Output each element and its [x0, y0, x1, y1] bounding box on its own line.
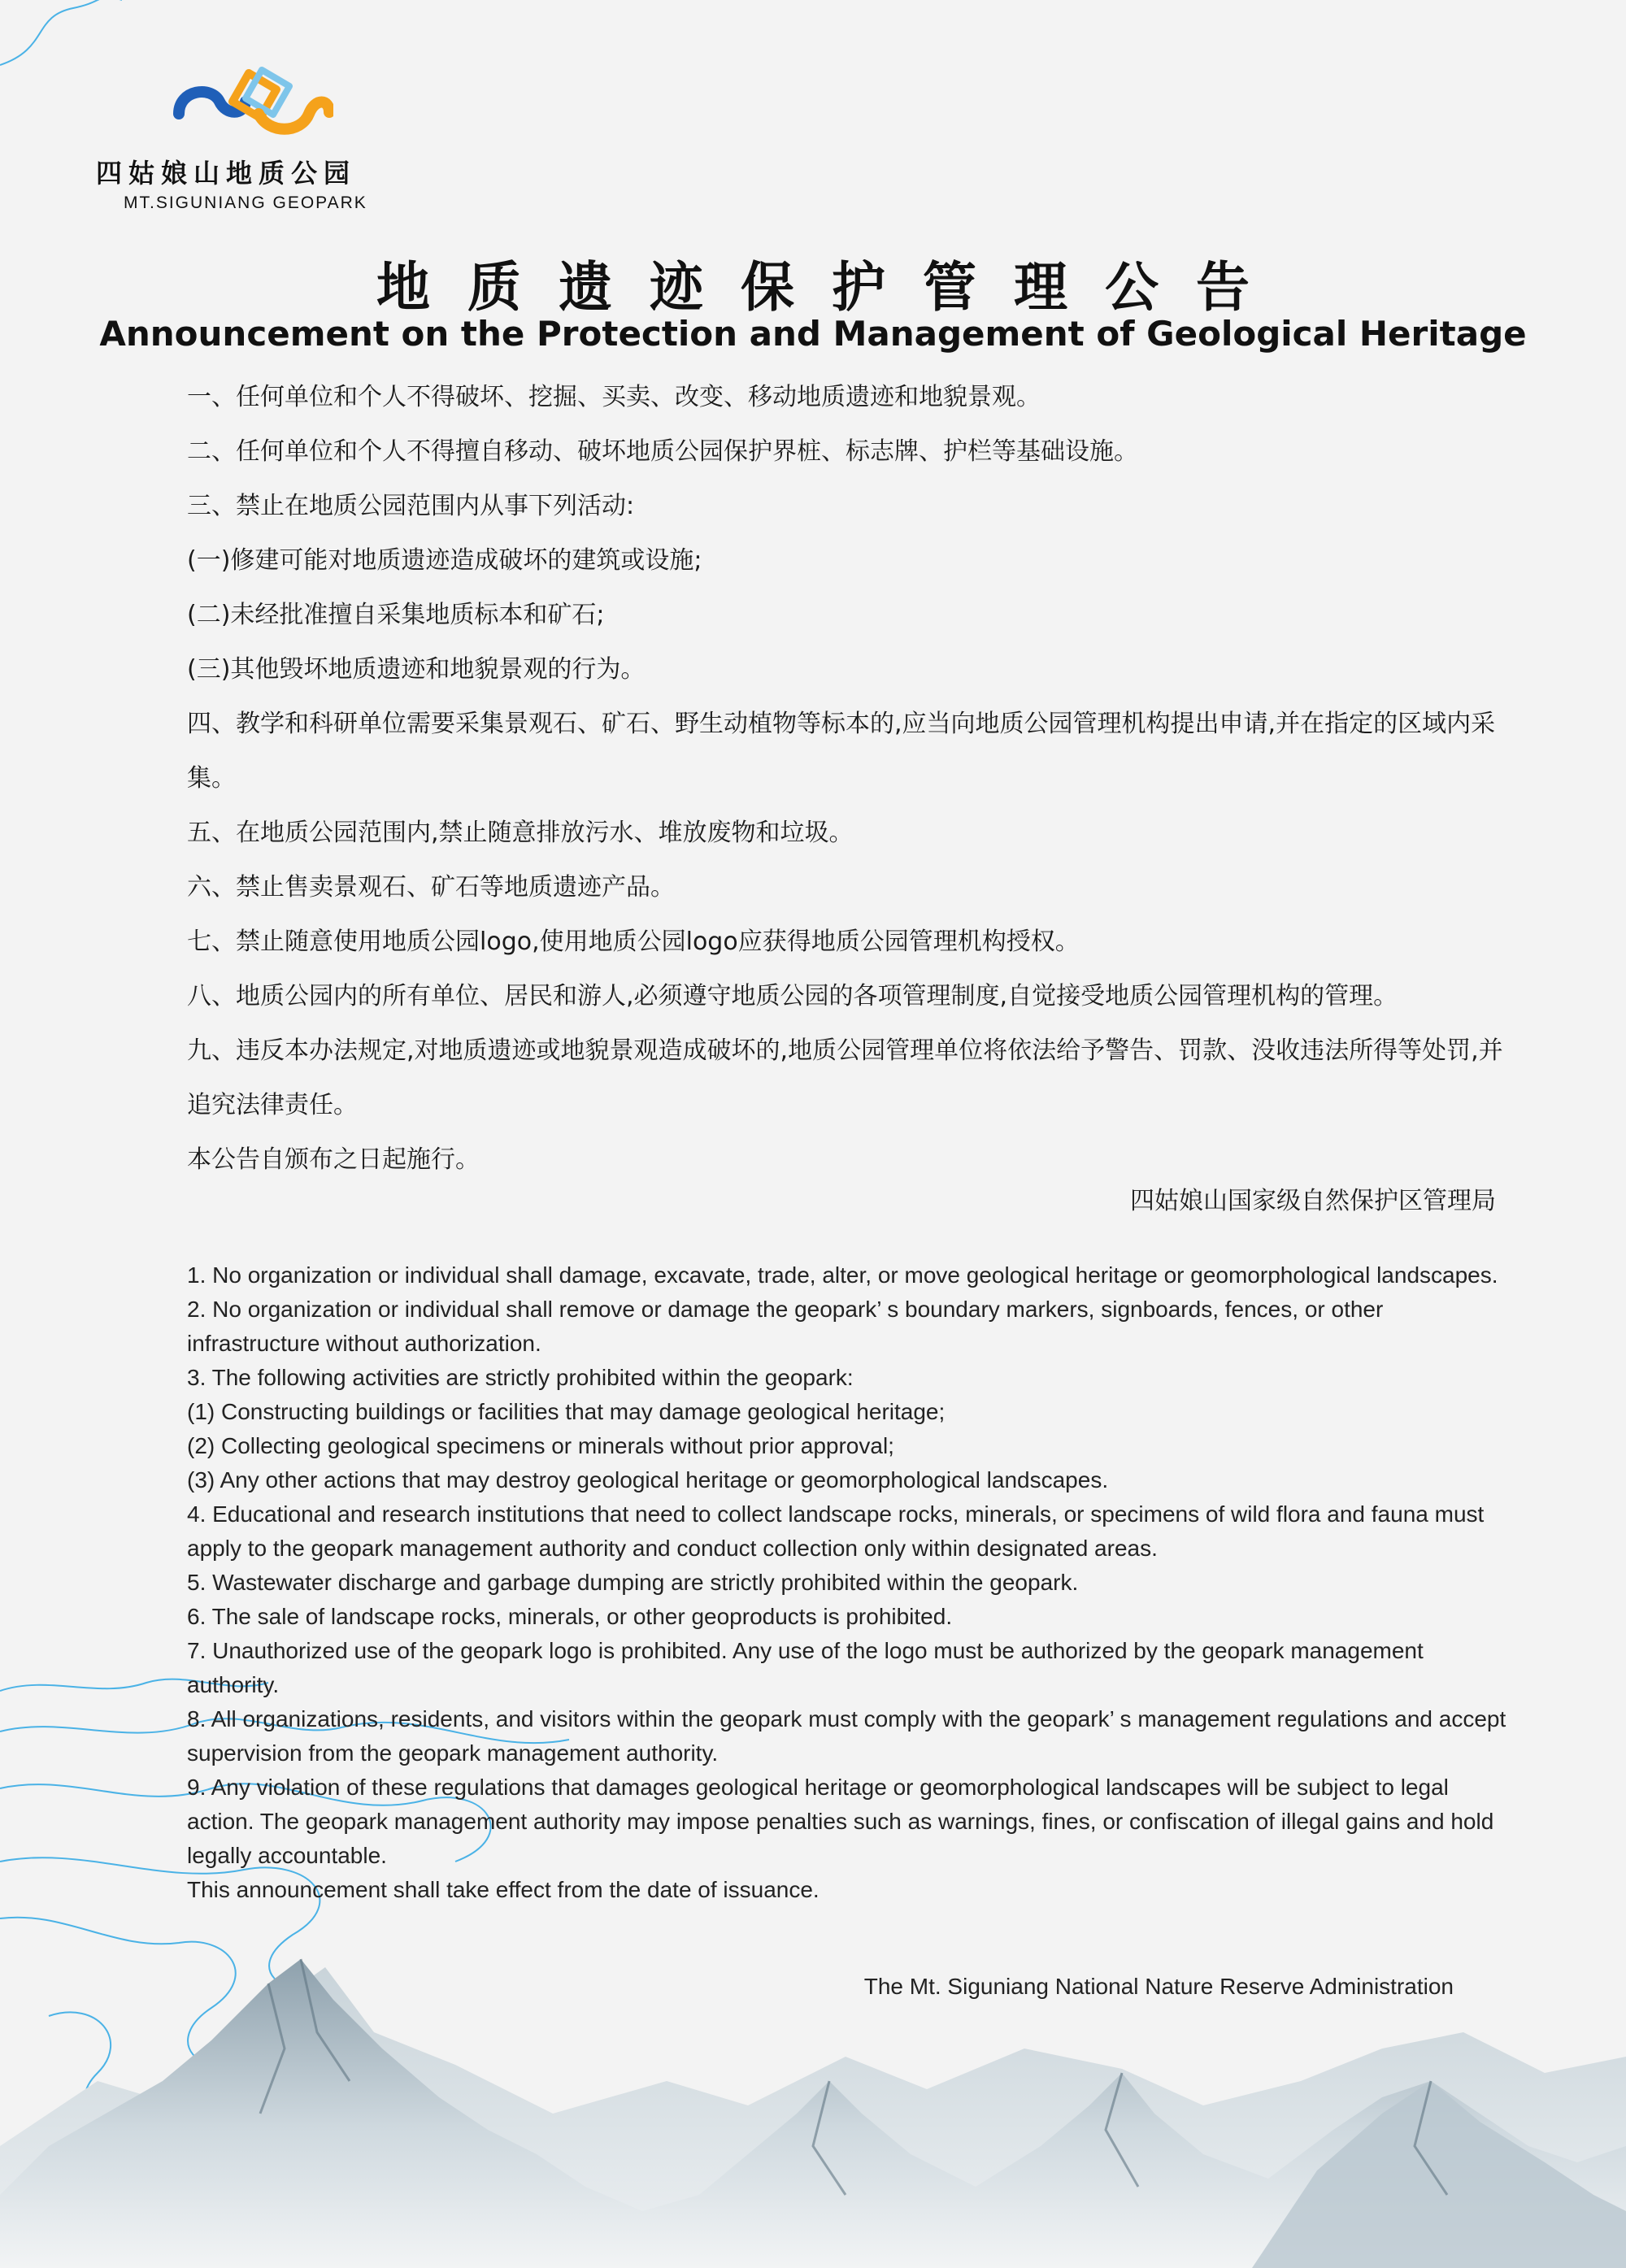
- en-item: (3) Any other actions that may destroy geological heritage or geomorphological landscapes.: [187, 1467, 1109, 1492]
- page-title-english: Announcement on the Protection and Management of Geological Heritage: [99, 314, 1527, 354]
- en-item: (1) Constructing buildings or facilities that may damage geological heritage;: [187, 1399, 946, 1424]
- cn-item: 四、教学和科研单位需要采集景观石、矿石、野生动植物等标本的,应当向地质公园管理机构提出申请,并在指定的区域内采集。: [187, 710, 1496, 793]
- cn-item: 六、禁止售卖景观石、矿石等地质遗迹产品。: [187, 873, 675, 902]
- en-item: 3. The following activities are strictly prohibited within the geopark:: [187, 1365, 854, 1390]
- en-item: 4. Educational and research institutions that need to collect landscape rocks, minerals, or specimens of wild flora and fauna must apply to the geopark management authority and conduct collection only within designated areas.: [187, 1501, 1485, 1561]
- english-announcement-body: [187, 1258, 1512, 1907]
- cn-item: 五、在地质公园范围内,禁止随意排放污水、堆放废物和垃圾。: [187, 819, 854, 847]
- cn-item: 二、任何单位和个人不得擅自移动、破坏地质公园保护界桩、标志牌、护栏等基础设施。: [187, 437, 1138, 466]
- cn-item: 一、任何单位和个人不得破坏、挖掘、买卖、改变、移动地质遗迹和地貌景观。: [187, 383, 1041, 411]
- page-title-chinese: 地质遗迹保护管理公告: [376, 256, 1287, 319]
- cn-item: 七、禁止随意使用地质公园logo,使用地质公园logo应获得地质公园管理机构授权。: [187, 928, 1080, 956]
- chinese-announcement-body: [187, 370, 1512, 1187]
- en-item: 8. All organizations, residents, and visitors within the geopark must comply with the geopark’ s management regulations and accept supervision from the geopark management authority.: [187, 1706, 1506, 1766]
- cn-item: 八、地质公园内的所有单位、居民和游人,必须遵守地质公园的各项管理制度,自觉接受地质公园管理机构的管理。: [187, 982, 1398, 1010]
- cn-item: 本公告自颁布之日起施行。: [187, 1145, 480, 1174]
- mountains: [0, 1959, 1626, 2268]
- geopark-logo-mark: [171, 57, 333, 146]
- cn-item: 九、违反本办法规定,对地质遗迹或地貌景观造成破坏的,地质公园管理单位将依法给予警告、罚款、没收违法所得等处罚,并追究法律责任。: [187, 1036, 1503, 1119]
- cn-item: (一)修建可能对地质遗迹造成破坏的建筑或设施;: [187, 546, 702, 575]
- en-item: 2. No organization or individual shall remove or damage the geopark’ s boundary markers, signboards, fences, or other infrastructure without authorization.: [187, 1297, 1384, 1356]
- en-item: 7. Unauthorized use of the geopark logo is prohibited. Any use of the logo must be authorized by the geopark management authority.: [187, 1638, 1424, 1697]
- geopark-logo: [89, 49, 415, 219]
- cn-item: 三、禁止在地质公园范围内从事下列活动:: [187, 492, 635, 520]
- cn-item: (三)其他毁坏地质遗迹和地貌景观的行为。: [187, 655, 646, 684]
- en-item: 5. Wastewater discharge and garbage dumping are strictly prohibited within the geopark.: [187, 1570, 1079, 1595]
- en-item: This announcement shall take effect from the date of issuance.: [187, 1877, 820, 1902]
- en-item: (2) Collecting geological specimens or minerals without prior approval;: [187, 1433, 894, 1458]
- logo-chinese-name: 四姑娘山地质公园: [96, 158, 357, 189]
- en-item: 9. Any violation of these regulations that damages geological heritage or geomorphological landscapes will be subject to legal action. The geopark management authority may impose penalties such as warnings, fines, or confiscation of illegal gains and hold legally accountable.: [187, 1775, 1494, 1868]
- english-signature: The Mt. Siguniang National Nature Reserve Administration: [863, 1974, 1454, 1999]
- chinese-signature: 四姑娘山国家级自然保护区管理局: [1130, 1187, 1496, 1215]
- cn-item: (二)未经批准擅自采集地质标本和矿石;: [187, 601, 605, 629]
- en-item: 6. The sale of landscape rocks, minerals, or other geoproducts is prohibited.: [187, 1604, 953, 1629]
- en-item: 1. No organization or individual shall damage, excavate, trade, alter, or move geological heritage or geomorphological landscapes.: [187, 1262, 1498, 1288]
- logo-english-name: MT.SIGUNIANG GEOPARK: [124, 193, 367, 212]
